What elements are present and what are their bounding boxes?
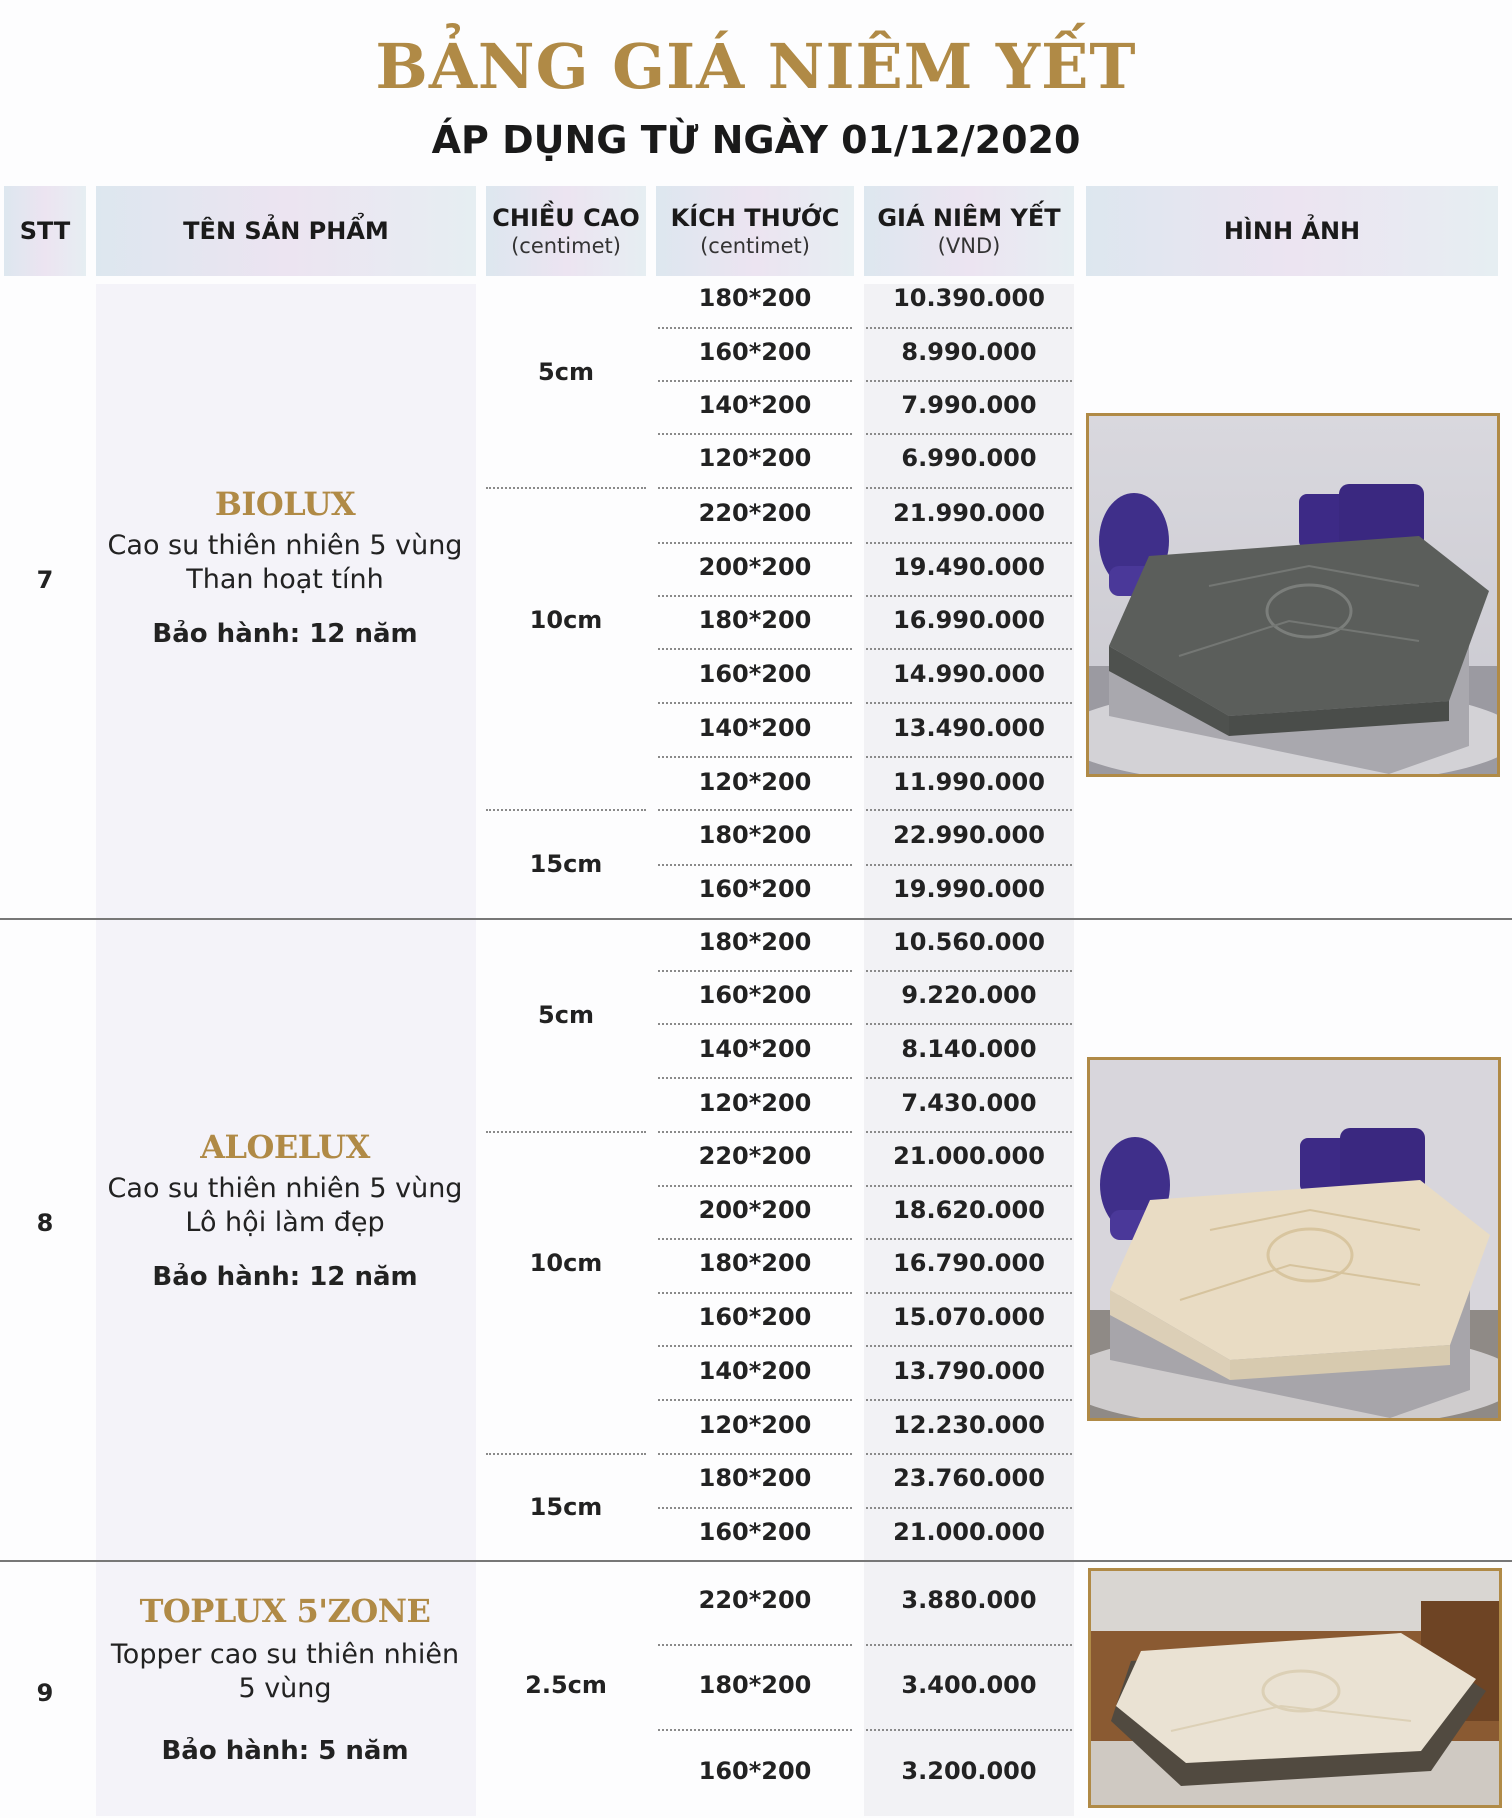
price-cell: 19.990.000: [893, 875, 1045, 903]
product-info-aloelux: [95, 1128, 475, 1292]
row-divider: [866, 433, 1072, 435]
row-divider: [658, 809, 852, 811]
price-cell: 3.400.000: [901, 1671, 1037, 1699]
price-cell: 21.990.000: [893, 499, 1045, 527]
price-cell: 19.490.000: [893, 553, 1045, 581]
price-cell: 15.070.000: [893, 1303, 1045, 1331]
row-divider: [866, 809, 1072, 811]
product-name: ALOELUX: [200, 1128, 370, 1166]
row-divider: [658, 433, 852, 435]
size-cell: 120*200: [698, 1411, 812, 1439]
size-cell: 120*200: [698, 1089, 812, 1117]
row-divider: [866, 1185, 1072, 1187]
price-cell: 10.390.000: [893, 284, 1045, 312]
row-divider: [658, 1292, 852, 1294]
row-divider: [866, 1644, 1072, 1646]
row-divider: [658, 1399, 852, 1401]
size-cell: 180*200: [698, 821, 812, 849]
row-divider: [866, 648, 1072, 650]
size-cell: 160*200: [698, 338, 812, 366]
product-description: 5 vùng: [238, 1673, 332, 1704]
price-cell: 6.990.000: [901, 444, 1037, 472]
product-description: Than hoạt tính: [186, 564, 384, 595]
size-cell: 160*200: [698, 1757, 812, 1785]
size-cell: 220*200: [698, 499, 812, 527]
product-description: Lô hội làm đẹp: [185, 1207, 385, 1238]
header-size-label: KÍCH THƯỚC: [670, 204, 840, 232]
header-price: [864, 186, 1074, 276]
header-product-name-label: TÊN SẢN PHẨM: [183, 217, 389, 245]
row-divider: [658, 756, 852, 758]
row-divider: [866, 1729, 1072, 1731]
price-cell: 8.140.000: [901, 1035, 1037, 1063]
product-image-biolux: [1086, 413, 1500, 777]
header-stt: [4, 186, 86, 276]
row-divider: [866, 1131, 1072, 1133]
size-cell: 140*200: [698, 1035, 812, 1063]
price-cell: 16.990.000: [893, 606, 1045, 634]
price-cell: 14.990.000: [893, 660, 1045, 688]
height-cell: 10cm: [529, 1249, 603, 1277]
group-separator: [0, 918, 1512, 920]
size-cell: 180*200: [698, 1464, 812, 1492]
header-size-unit: (centimet): [700, 234, 810, 258]
row-divider: [866, 1077, 1072, 1079]
row-divider: [866, 1453, 1072, 1455]
row-divider: [866, 1238, 1072, 1240]
product-info-toplux: [95, 1592, 475, 1766]
product-description: Topper cao su thiên nhiên: [110, 1639, 460, 1670]
header-size: [656, 186, 854, 276]
row-divider: [658, 648, 852, 650]
size-cell: 180*200: [698, 1249, 812, 1277]
price-cell: 16.790.000: [893, 1249, 1045, 1277]
row-divider: [866, 595, 1072, 597]
row-divider: [866, 864, 1072, 866]
product-image-toplux: [1088, 1568, 1502, 1808]
size-cell: 160*200: [698, 981, 812, 1009]
row-divider: [866, 1345, 1072, 1347]
stt-cell: 7: [36, 566, 54, 594]
size-cell: 120*200: [698, 444, 812, 472]
row-divider: [658, 380, 852, 382]
height-cell: 15cm: [529, 850, 603, 878]
row-divider: [866, 327, 1072, 329]
price-cell: 8.990.000: [901, 338, 1037, 366]
row-divider: [658, 1185, 852, 1187]
height-cell: 15cm: [529, 1493, 603, 1521]
product-warranty: Bảo hành: 12 năm: [152, 619, 418, 649]
row-divider: [866, 380, 1072, 382]
row-divider: [658, 970, 852, 972]
stt-cell: 9: [36, 1679, 54, 1707]
page-title: BẢNG GIÁ NIÊM YẾT: [375, 30, 1137, 103]
header-price-unit: (VND): [937, 234, 1001, 258]
row-divider: [866, 1292, 1072, 1294]
size-cell: 160*200: [698, 660, 812, 688]
price-cell: 13.490.000: [893, 714, 1045, 742]
height-divider: [486, 1131, 646, 1133]
height-cell: 10cm: [529, 606, 603, 634]
height-divider: [486, 809, 646, 811]
header-stt-label: STT: [19, 217, 71, 245]
height-cell: 5cm: [538, 1001, 594, 1029]
header-height: [486, 186, 646, 276]
row-divider: [866, 756, 1072, 758]
row-divider: [658, 1453, 852, 1455]
row-divider: [658, 1644, 852, 1646]
price-cell: 7.990.000: [901, 391, 1037, 419]
price-cell: 10.560.000: [893, 928, 1045, 956]
price-cell: 13.790.000: [893, 1357, 1045, 1385]
height-divider: [486, 487, 646, 489]
row-divider: [658, 327, 852, 329]
group-separator: [0, 1560, 1512, 1562]
price-cell: 12.230.000: [893, 1411, 1045, 1439]
height-divider: [486, 1453, 646, 1455]
header-image-label: HÌNH ẢNH: [1223, 217, 1361, 245]
row-divider: [658, 1345, 852, 1347]
size-cell: 160*200: [698, 1303, 812, 1331]
row-divider: [658, 1023, 852, 1025]
size-cell: 180*200: [698, 928, 812, 956]
row-divider: [866, 1507, 1072, 1509]
product-description: Cao su thiên nhiên 5 vùng: [107, 530, 463, 561]
price-cell: 21.000.000: [893, 1518, 1045, 1546]
row-divider: [658, 595, 852, 597]
row-divider: [658, 864, 852, 866]
row-divider: [658, 487, 852, 489]
row-divider: [658, 1729, 852, 1731]
size-cell: 140*200: [698, 714, 812, 742]
header-height-unit: (centimet): [511, 234, 621, 258]
row-divider: [658, 542, 852, 544]
header-product-name: [96, 186, 476, 276]
row-divider: [866, 970, 1072, 972]
row-divider: [658, 1507, 852, 1509]
size-cell: 200*200: [698, 553, 812, 581]
size-cell: 160*200: [698, 1518, 812, 1546]
size-cell: 160*200: [698, 875, 812, 903]
row-divider: [866, 1023, 1072, 1025]
product-name: TOPLUX 5'ZONE: [139, 1592, 431, 1630]
row-divider: [658, 1238, 852, 1240]
product-image-aloelux: [1087, 1057, 1501, 1421]
stt-cell: 8: [36, 1209, 54, 1237]
size-cell: 180*200: [698, 606, 812, 634]
price-cell: 18.620.000: [893, 1196, 1045, 1224]
header-height-label: CHIỀU CAO: [492, 204, 640, 232]
product-info-biolux: [95, 485, 475, 649]
product-warranty: Bảo hành: 5 năm: [161, 1736, 409, 1766]
product-description: Cao su thiên nhiên 5 vùng: [107, 1173, 463, 1204]
page-subtitle: ÁP DỤNG TỪ NGÀY 01/12/2020: [431, 118, 1081, 162]
row-divider: [866, 702, 1072, 704]
price-cell: 21.000.000: [893, 1142, 1045, 1170]
price-cell: 22.990.000: [893, 821, 1045, 849]
price-cell: 3.200.000: [901, 1757, 1037, 1785]
row-divider: [866, 1399, 1072, 1401]
product-name: BIOLUX: [214, 485, 356, 523]
height-cell: 5cm: [538, 358, 594, 386]
size-cell: 120*200: [698, 768, 812, 796]
size-cell: 200*200: [698, 1196, 812, 1224]
price-cell: 9.220.000: [901, 981, 1037, 1009]
price-cell: 11.990.000: [893, 768, 1045, 796]
size-cell: 220*200: [698, 1586, 812, 1614]
height-cell: 2.5cm: [525, 1671, 607, 1699]
size-cell: 220*200: [698, 1142, 812, 1170]
price-cell: 23.760.000: [893, 1464, 1045, 1492]
row-divider: [866, 542, 1072, 544]
price-cell: 3.880.000: [901, 1586, 1037, 1614]
header-image: [1086, 186, 1498, 276]
size-cell: 140*200: [698, 391, 812, 419]
row-divider: [866, 487, 1072, 489]
size-cell: 180*200: [698, 1671, 812, 1699]
size-cell: 140*200: [698, 1357, 812, 1385]
price-cell: 7.430.000: [901, 1089, 1037, 1117]
row-divider: [658, 702, 852, 704]
product-warranty: Bảo hành: 12 năm: [152, 1262, 418, 1292]
row-divider: [658, 1077, 852, 1079]
size-cell: 180*200: [698, 284, 812, 312]
row-divider: [658, 1131, 852, 1133]
header-price-label: GIÁ NIÊM YẾT: [877, 204, 1061, 232]
